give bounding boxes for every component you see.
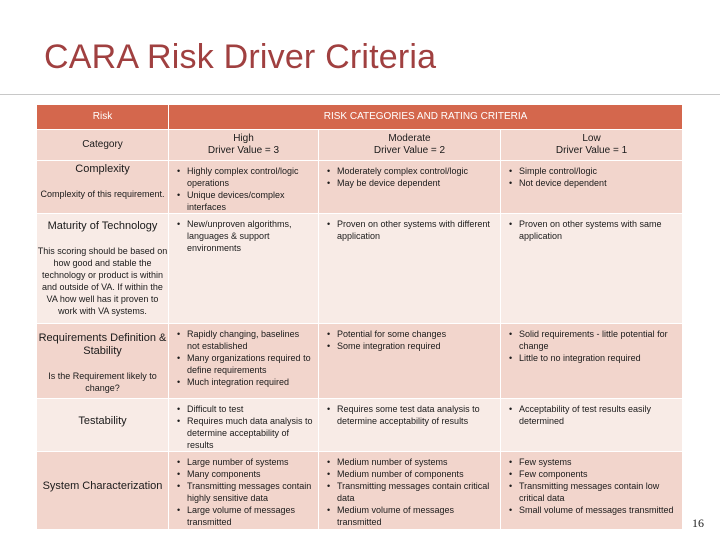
criteria-bullet: • Many components [187, 468, 314, 480]
high-criteria-cell [169, 324, 319, 399]
table-row [37, 161, 683, 214]
criteria-bullet: • Solid requirements - little potential for change [519, 328, 678, 352]
criteria-bullet: • New/unproven algorithms, languages & support environments [187, 218, 314, 254]
title-divider [0, 94, 720, 95]
low-criteria-cell [501, 324, 683, 399]
moderate-criteria-list [319, 324, 500, 352]
moderate-criteria-cell [319, 452, 501, 530]
subheader-low-label: Low [582, 133, 601, 144]
criteria-bullet: • Not device dependent [519, 177, 678, 189]
high-criteria-cell [169, 161, 319, 214]
low-criteria-cell [501, 214, 683, 324]
criteria-bullet: • Highly complex control/logic operations [187, 165, 314, 189]
slide-title: CARA Risk Driver Criteria [44, 38, 437, 76]
criteria-bullet: • Small volume of messages transmitted [519, 504, 678, 516]
high-criteria-list [169, 324, 318, 388]
criteria-bullet: • Difficult to test [187, 403, 314, 415]
high-criteria-list [169, 161, 318, 213]
criteria-bullet: • Transmitting messages contain low critical data [519, 480, 678, 504]
low-criteria-cell [501, 399, 683, 452]
risk-category-cell [37, 452, 169, 530]
moderate-criteria-cell [319, 399, 501, 452]
risk-category-name: Requirements Definition & Stability [38, 332, 167, 357]
header-risk: Risk [37, 105, 169, 130]
criteria-bullet: • Little to no integration required [519, 352, 678, 364]
table-row [37, 324, 683, 399]
criteria-bullet: • Proven on other systems with same application [519, 218, 678, 242]
high-criteria-list [169, 399, 318, 451]
criteria-bullet: • Medium number of components [337, 468, 496, 480]
criteria-bullet: • Unique devices/complex interfaces [187, 189, 314, 213]
moderate-criteria-cell [319, 161, 501, 214]
header-risk-categories: RISK CATEGORIES AND RATING CRITERIA [169, 105, 683, 130]
subheader-high [169, 130, 319, 161]
criteria-bullet: • Large volume of messages transmitted [187, 504, 314, 528]
subheader-moderate-value: Driver Value = 2 [373, 145, 446, 156]
criteria-bullet: • Few systems [519, 456, 678, 468]
subheader-moderate-label: Moderate [388, 133, 431, 144]
subheader-low [501, 130, 683, 161]
moderate-criteria-list [319, 399, 500, 427]
risk-category-name: Testability [78, 415, 127, 427]
subheader-high-label: High [233, 133, 254, 144]
moderate-criteria-cell [319, 214, 501, 324]
risk-category-name: Maturity of Technology [47, 220, 158, 232]
risk-category-note: Complexity of this requirement. [40, 189, 165, 199]
subheader-high-value: Driver Value = 3 [207, 145, 280, 156]
criteria-bullet: • Much integration required [187, 376, 314, 388]
table-row [37, 452, 683, 530]
risk-category-cell [37, 399, 169, 452]
high-criteria-list [169, 452, 318, 528]
low-criteria-list [501, 399, 682, 427]
low-criteria-list [501, 214, 682, 242]
high-criteria-cell [169, 452, 319, 530]
high-criteria-cell [169, 214, 319, 324]
criteria-bullet: • Rapidly changing, baselines not established [187, 328, 314, 352]
criteria-bullet: • Simple control/logic [519, 165, 678, 177]
criteria-bullet: • Transmitting messages contain highly sensitive data [187, 480, 314, 504]
table-row [37, 214, 683, 324]
moderate-criteria-list [319, 214, 500, 242]
risk-category-note: Is the Requirement likely to change? [48, 371, 157, 393]
subheader-low-value: Driver Value = 1 [555, 145, 628, 156]
high-criteria-cell [169, 399, 319, 452]
subheader-moderate [319, 130, 501, 161]
page-number: 16 [692, 516, 704, 530]
low-criteria-cell [501, 452, 683, 530]
criteria-bullet: • Some integration required [337, 340, 496, 352]
criteria-bullet: • Large number of systems [187, 456, 314, 468]
high-criteria-list [169, 214, 318, 254]
subheader-category: Category [37, 130, 169, 161]
criteria-bullet: • Moderately complex control/logic [337, 165, 496, 177]
risk-category-cell [37, 214, 169, 324]
criteria-table [36, 104, 683, 530]
criteria-bullet: • Acceptability of test results easily determined [519, 403, 678, 427]
criteria-bullet: • Few components [519, 468, 678, 480]
low-criteria-list [501, 324, 682, 364]
table-body [37, 161, 683, 530]
low-criteria-list [501, 161, 682, 189]
criteria-bullet: • Transmitting messages contain critical data [337, 480, 496, 504]
risk-category-cell [37, 161, 169, 214]
moderate-criteria-list [319, 452, 500, 528]
moderate-criteria-list [319, 161, 500, 189]
table-subheader-row [37, 130, 683, 161]
criteria-bullet: • Medium volume of messages transmitted [337, 504, 496, 528]
table-header-row [37, 105, 683, 130]
criteria-bullet: • Medium number of systems [337, 456, 496, 468]
risk-category-cell [37, 324, 169, 399]
risk-category-name: Complexity [75, 163, 130, 175]
criteria-bullet: • Requires much data analysis to determine acceptability of results [187, 415, 314, 451]
moderate-criteria-cell [319, 324, 501, 399]
criteria-bullet: • Requires some test data analysis to determine acceptability of results [337, 403, 496, 427]
risk-category-name: System Characterization [42, 480, 163, 492]
criteria-bullet: • Many organizations required to define requirements [187, 352, 314, 376]
criteria-bullet: • Proven on other systems with different application [337, 218, 496, 242]
low-criteria-cell [501, 161, 683, 214]
risk-category-note: This scoring should be based on how good and stable the technology or product is within and outside of VA. If within the VA how well has it proven to work with VA systems. [37, 246, 168, 316]
criteria-bullet: • Potential for some changes [337, 328, 496, 340]
table-row [37, 399, 683, 452]
low-criteria-list [501, 452, 682, 516]
criteria-bullet: • May be device dependent [337, 177, 496, 189]
